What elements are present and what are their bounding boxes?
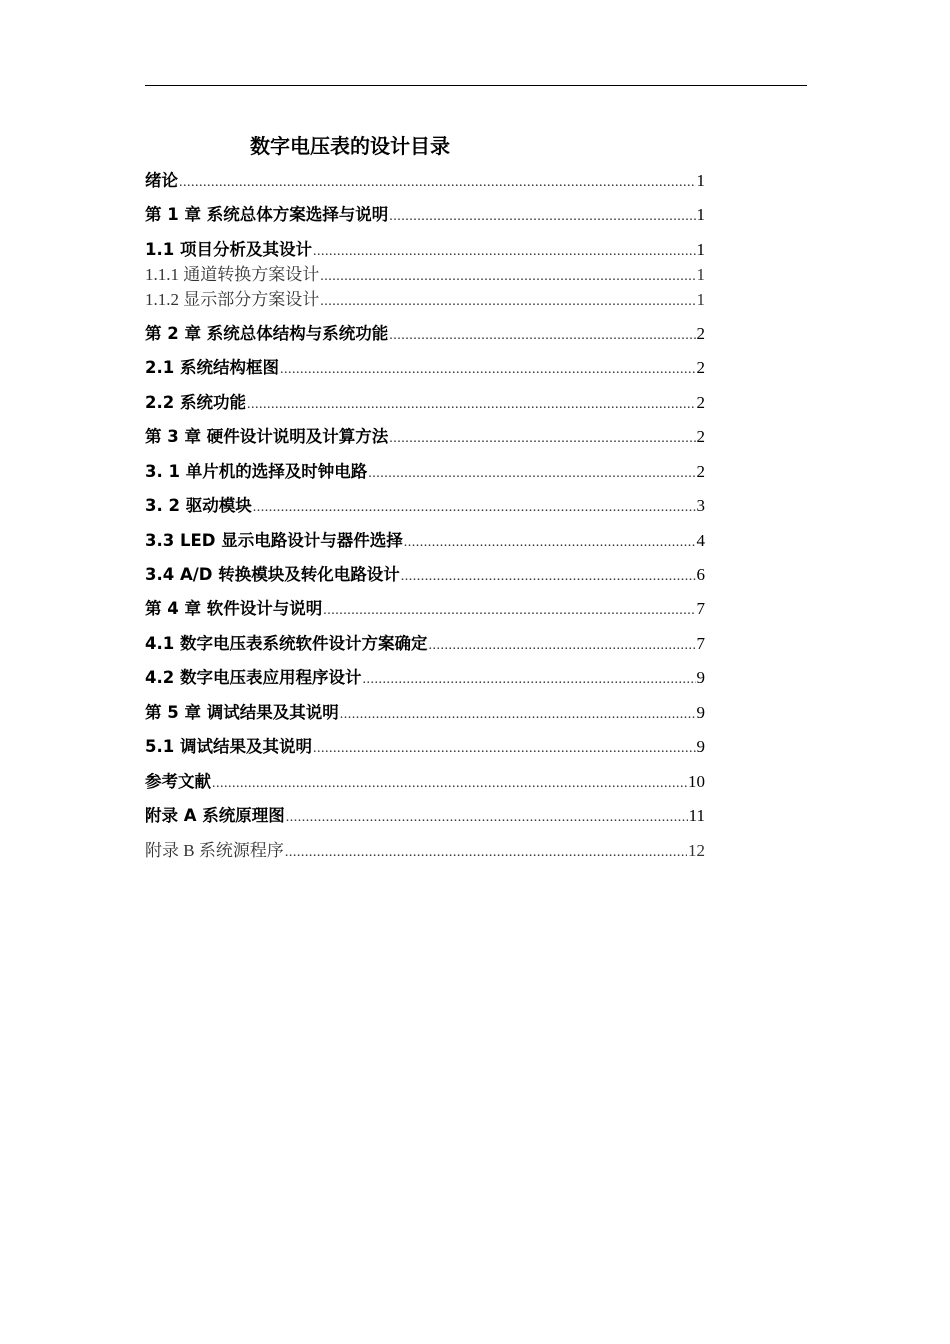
- toc-dot-leader: [313, 240, 696, 264]
- toc-page-number: 7: [696, 599, 705, 618]
- toc-entry-label: 3. 2 驱动模块: [145, 496, 252, 515]
- toc-page-number: 1: [696, 171, 705, 190]
- toc-dot-leader: [320, 290, 695, 314]
- toc-page-number: 6: [696, 565, 705, 584]
- toc-entry-label: 附录 B 系统源程序: [145, 841, 284, 860]
- toc-page-number: 3: [696, 496, 705, 515]
- toc-entry[interactable]: [145, 169, 705, 193]
- toc-entry-label: 第 3 章 硬件设计说明及计算方法: [145, 427, 389, 446]
- toc-dot-leader: [179, 171, 696, 195]
- toc-page-number: 4: [696, 531, 705, 550]
- toc-page-number: 1: [696, 240, 705, 259]
- toc-page-number: 2: [696, 358, 705, 377]
- toc-dot-leader: [428, 634, 695, 658]
- toc-dot-leader: [340, 703, 696, 727]
- toc-dot-leader: [323, 599, 695, 623]
- toc-entry-label: 1.1 项目分析及其设计: [145, 240, 312, 259]
- toc-entry[interactable]: [145, 804, 705, 828]
- toc-page-number: 9: [696, 703, 705, 722]
- toc-entry[interactable]: [145, 839, 705, 863]
- toc-entry[interactable]: [145, 203, 705, 227]
- toc-entry[interactable]: [145, 563, 705, 587]
- toc-dot-leader: [389, 205, 695, 229]
- toc-page-number: 7: [696, 634, 705, 653]
- toc-entry[interactable]: [145, 356, 705, 380]
- toc-entry[interactable]: [145, 770, 705, 794]
- toc-entry[interactable]: [145, 666, 705, 690]
- toc-entry-label: 4.2 数字电压表应用程序设计: [145, 668, 362, 687]
- toc-entry[interactable]: [145, 460, 705, 484]
- toc-entry-label: 1.1.2 显示部分方案设计: [145, 290, 320, 309]
- toc-entry-label: 第 5 章 调试结果及其说明: [145, 703, 339, 722]
- toc-entry-label: 绪论: [145, 171, 178, 190]
- toc-entry[interactable]: [145, 322, 705, 346]
- toc-entry-label: 1.1.1 通道转换方案设计: [145, 265, 320, 284]
- toc-entry-label: 3.3 LED 显示电路设计与器件选择: [145, 531, 403, 550]
- toc-entry-label: 第 4 章 软件设计与说明: [145, 599, 323, 618]
- toc-entry[interactable]: [145, 494, 705, 518]
- toc-page-number: 2: [696, 393, 705, 412]
- toc-entry[interactable]: [145, 529, 705, 553]
- toc-page-number: 1: [696, 205, 705, 224]
- toc-dot-leader: [253, 496, 696, 520]
- toc-page-number: 9: [696, 668, 705, 687]
- toc-dot-leader: [389, 427, 695, 451]
- toc-entry[interactable]: [145, 263, 705, 287]
- toc-page-number: 9: [696, 737, 705, 756]
- toc-entry[interactable]: [145, 735, 705, 759]
- toc-page-number: 1: [696, 290, 705, 309]
- toc-page-number: 2: [696, 427, 705, 446]
- toc-title: 数字电压表的设计目录: [250, 134, 450, 158]
- toc-page-number: 10: [688, 772, 705, 791]
- toc-entry-label: 2.2 系统功能: [145, 393, 246, 412]
- toc-entry[interactable]: [145, 632, 705, 656]
- toc-dot-leader: [362, 668, 695, 692]
- toc-entry[interactable]: [145, 597, 705, 621]
- toc-entry-label: 参考文献: [145, 772, 211, 791]
- toc-dot-leader: [285, 841, 687, 865]
- table-of-contents: [145, 0, 705, 900]
- toc-entry-label: 3. 1 单片机的选择及时钟电路: [145, 462, 368, 481]
- toc-page-number: 12: [688, 841, 705, 860]
- toc-entry-label: 4.1 数字电压表系统软件设计方案确定: [145, 634, 428, 653]
- toc-entry-label: 第 1 章 系统总体方案选择与说明: [145, 205, 389, 224]
- toc-page-number: 1: [696, 265, 705, 284]
- toc-page-number: 11: [688, 806, 705, 825]
- toc-entry-label: 3.4 A/D 转换模块及转化电路设计: [145, 565, 400, 584]
- toc-entry[interactable]: [145, 701, 705, 725]
- toc-entry[interactable]: [145, 391, 705, 415]
- toc-dot-leader: [389, 324, 695, 348]
- toc-page-number: 2: [696, 324, 705, 343]
- toc-dot-leader: [368, 462, 695, 486]
- toc-page-number: 2: [696, 462, 705, 481]
- toc-dot-leader: [404, 531, 696, 555]
- toc-entry-label: 第 2 章 系统总体结构与系统功能: [145, 324, 389, 343]
- toc-entry[interactable]: [145, 238, 705, 262]
- toc-entry[interactable]: [145, 288, 705, 312]
- toc-entry[interactable]: [145, 425, 705, 449]
- toc-dot-leader: [313, 737, 696, 761]
- toc-dot-leader: [212, 772, 687, 796]
- toc-entry-label: 附录 A 系统原理图: [145, 806, 285, 825]
- toc-entry-label: 5.1 调试结果及其说明: [145, 737, 312, 756]
- toc-dot-leader: [320, 265, 695, 289]
- toc-dot-leader: [401, 565, 696, 589]
- toc-entry-label: 2.1 系统结构框图: [145, 358, 279, 377]
- toc-dot-leader: [280, 358, 696, 382]
- toc-dot-leader: [286, 806, 688, 830]
- toc-dot-leader: [247, 393, 696, 417]
